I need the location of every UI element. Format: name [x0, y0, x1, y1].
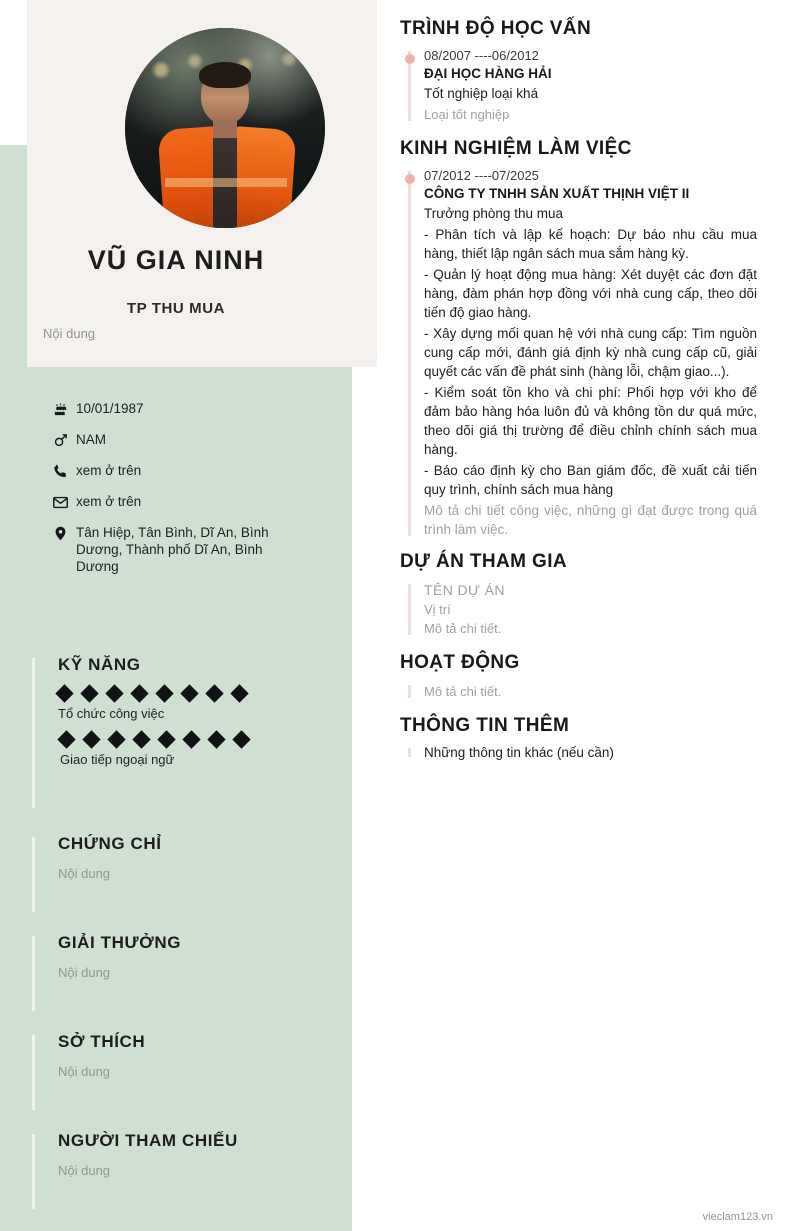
section-certificates-heading: CHỨNG CHỈ	[58, 834, 162, 853]
skill-dot	[80, 684, 98, 702]
additional-desc-placeholder: Những thông tin khác (nếu cần)	[424, 745, 614, 760]
contact-address-value: Tân Hiệp, Tân Bình, Dĩ An, Bình Dương, Thành phố Dĩ An, Bình Dương	[76, 525, 269, 574]
activity-entry	[400, 682, 757, 701]
photo-hair	[199, 62, 251, 88]
photo-vest-strap	[165, 178, 287, 187]
section-activities-heading: HOẠT ĐỘNG	[400, 652, 520, 673]
section-projects-heading: DỰ ÁN THAM GIA	[400, 551, 568, 572]
profile-note: Nội dung	[43, 326, 96, 341]
section-references-bar	[32, 1134, 35, 1209]
experience-bullet: - Kiểm soát tồn kho và chi phí: Phối hợp với kho để đảm bảo hàng hóa luôn đủ và không tồn dư quá mức, theo dõi giá thị trường để điều chỉnh chính sách mua hàng.	[424, 385, 757, 457]
watermark: vieclam123.vn	[702, 1211, 773, 1223]
project-desc-placeholder: Mô tả chi tiết.	[424, 621, 502, 636]
left-column	[0, 0, 352, 1231]
section-hobbies-bar	[32, 1035, 35, 1110]
experience-bullet: - Báo cáo định kỳ cho Ban giám đốc, đề xuất cải tiến quy trình, chính sách mua hàng	[424, 463, 757, 497]
contact-item-gender	[52, 431, 322, 449]
experience-role: Trưởng phòng thu mua	[424, 206, 563, 221]
experience-date: 07/2012 ----07/2025	[424, 168, 539, 183]
contact-list	[52, 400, 322, 588]
section-education-heading: TRÌNH ĐỘ HỌC VẤN	[400, 18, 592, 39]
right-column	[380, 0, 785, 1231]
contact-email-value: xem ở trên	[76, 494, 142, 509]
timeline-dot-icon	[405, 54, 415, 64]
skill-dot	[82, 730, 100, 748]
experience-note: Mô tả chi tiết công việc, những gì đạt được trong quá trình làm việc.	[424, 503, 757, 537]
section-activities	[400, 652, 757, 701]
education-note: Loại tốt nghiệp	[424, 107, 510, 122]
education-result: Tốt nghiệp loại khá	[424, 86, 539, 101]
candidate-job-title: TP THU MUA	[126, 300, 226, 317]
experience-bullet: - Quản lý hoạt động mua hàng: Xét duyệt các đơn đặt hàng, đàm phán hợp đồng với nhà cung cấp, theo dõi tiến độ giao hàng.	[424, 267, 757, 320]
cake-icon	[52, 400, 76, 418]
avatar	[125, 28, 325, 228]
skill-item	[40, 733, 332, 767]
experience-bullet: - Phân tích và lập kế hoạch: Dự báo nhu cầu mua hàng, thiết lập ngân sách mua sắm hàng kỳ.	[424, 227, 757, 261]
skill-dot	[182, 730, 200, 748]
skill-item	[40, 687, 332, 721]
section-awards-heading: GIẢI THƯỞNG	[58, 933, 182, 952]
section-experience-heading: KINH NGHIỆM LÀM VIỆC	[400, 138, 632, 159]
additional-entry	[400, 745, 757, 760]
skill-dot	[205, 684, 223, 702]
section-education	[400, 18, 757, 124]
activity-desc-placeholder: Mô tả chi tiết.	[424, 684, 502, 699]
skill-dot	[155, 684, 173, 702]
section-references	[32, 1131, 332, 1206]
section-skills	[32, 655, 332, 805]
section-skills-bar	[32, 658, 35, 808]
skill-dot	[57, 730, 75, 748]
phone-icon	[52, 462, 76, 480]
timeline-dot-icon	[405, 174, 415, 184]
section-hobbies	[32, 1032, 332, 1107]
skill-dot	[180, 684, 198, 702]
contact-item-phone	[52, 462, 322, 480]
section-skills-heading: KỸ NĂNG	[58, 655, 141, 674]
entry-timeline-bar	[408, 748, 411, 757]
skill-dot	[230, 684, 248, 702]
skill-dot	[130, 684, 148, 702]
section-awards-placeholder: Nội dung	[58, 965, 111, 980]
skill-dot	[207, 730, 225, 748]
section-references-heading: NGƯỜI THAM CHIẾU	[58, 1131, 238, 1150]
contact-item-birthday	[52, 400, 322, 418]
section-additional-heading: THÔNG TIN THÊM	[400, 715, 570, 736]
section-projects	[400, 551, 757, 638]
section-awards-bar	[32, 936, 35, 1011]
gender-icon	[52, 431, 76, 449]
entry-timeline-bar	[408, 171, 411, 536]
skill-dot	[107, 730, 125, 748]
section-certificates-bar	[32, 837, 35, 912]
section-additional-info	[400, 715, 757, 760]
section-certificates	[32, 834, 332, 909]
contact-gender-value: NAM	[76, 432, 106, 447]
education-school: ĐẠI HỌC HÀNG HẢI	[424, 66, 552, 81]
education-entry	[400, 48, 757, 124]
contact-item-email	[52, 493, 322, 511]
contact-phone-value: xem ở trên	[76, 463, 142, 478]
candidate-name: VŨ GIA NINH	[87, 245, 265, 275]
education-date: 08/2007 ----06/2012	[424, 48, 539, 63]
mail-icon	[52, 493, 76, 511]
experience-company: CÔNG TY TNHH SẢN XUẤT THỊNH VIỆT II	[424, 186, 690, 201]
skill-rating-dots	[58, 687, 332, 700]
location-icon	[52, 524, 76, 542]
section-awards	[32, 933, 332, 1008]
section-experience	[400, 138, 757, 539]
project-position-placeholder: Vị trí	[424, 602, 451, 617]
skill-dot	[55, 684, 73, 702]
project-name-placeholder: TÊN DỰ ÁN	[424, 582, 505, 598]
contact-item-address	[52, 524, 322, 575]
skill-dot	[157, 730, 175, 748]
entry-timeline-bar	[408, 685, 411, 698]
experience-bullet: - Xây dựng mối quan hệ với nhà cung cấp: Tìm nguồn cung cấp mới, đánh giá định kỳ nhà cung cấp cũ, giải quyết các vấn đề phát sinh (hàng lỗi, chậm giao...).	[424, 326, 757, 379]
skill-dot	[105, 684, 123, 702]
section-hobbies-placeholder: Nội dung	[58, 1064, 111, 1079]
experience-entry	[400, 168, 757, 539]
project-entry	[400, 581, 757, 638]
entry-timeline-bar	[408, 584, 411, 635]
section-hobbies-heading: SỞ THÍCH	[58, 1032, 146, 1051]
section-certificates-placeholder: Nội dung	[58, 866, 111, 881]
skill-label: Giao tiếp ngoại ngữ	[60, 752, 175, 767]
skill-dot	[232, 730, 250, 748]
skill-dot	[132, 730, 150, 748]
skill-label: Tổ chức công việc	[58, 706, 165, 721]
contact-birthday-value: 10/01/1987	[76, 401, 144, 416]
skill-rating-dots	[60, 733, 332, 746]
section-references-placeholder: Nội dung	[58, 1163, 111, 1178]
